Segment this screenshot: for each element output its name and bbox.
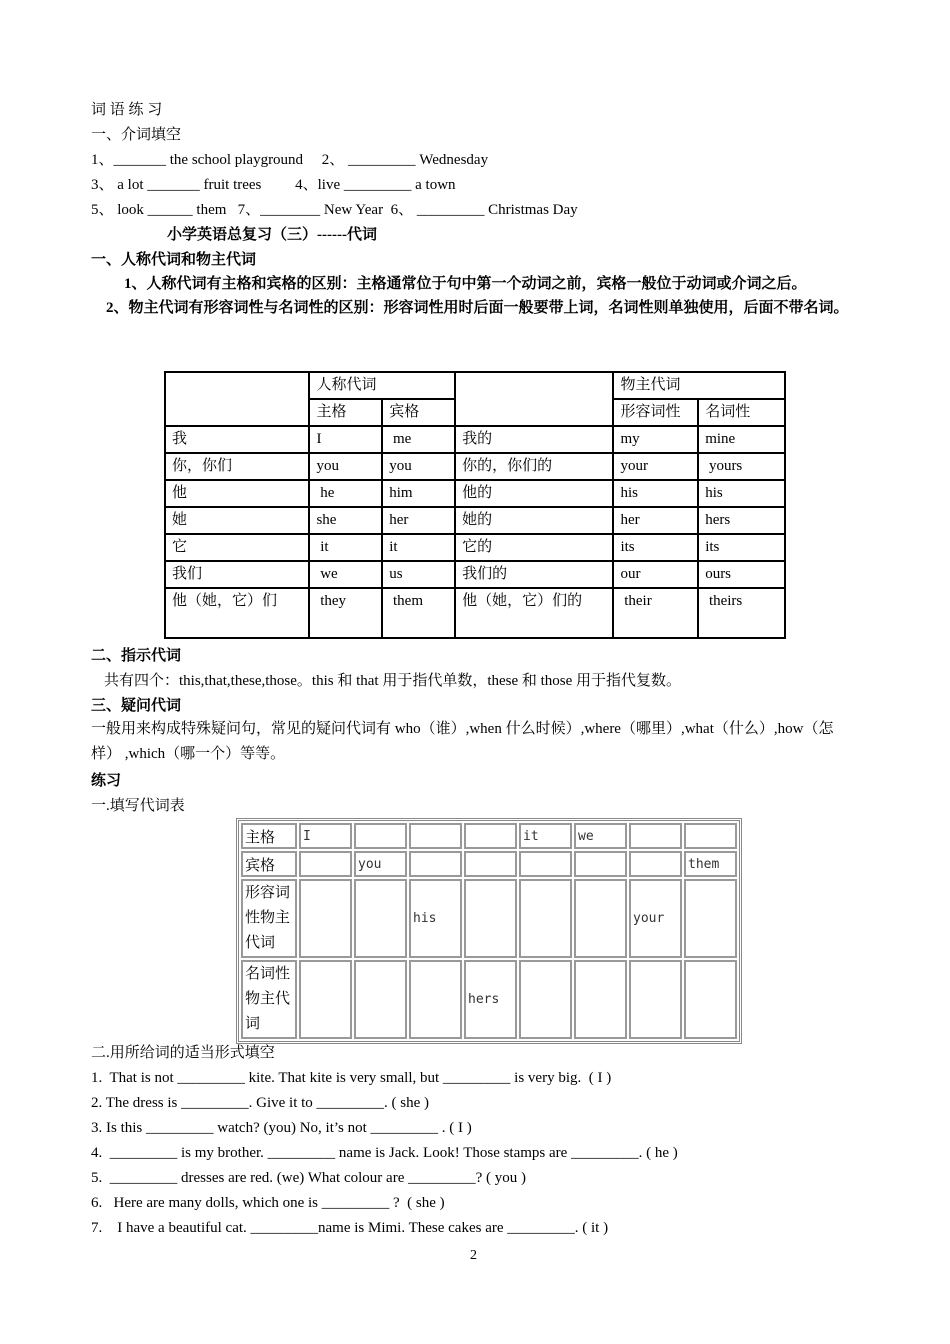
table-cell: 我	[165, 426, 309, 453]
table-cell: we	[309, 561, 382, 588]
fill-pronoun-table	[236, 818, 742, 1044]
fill-cell[interactable]	[684, 879, 737, 958]
table-cell: you	[382, 453, 455, 480]
table-cell: 他的	[455, 480, 613, 507]
table-row	[165, 588, 785, 638]
table-cell: you	[309, 453, 382, 480]
page-number: 2	[470, 1248, 477, 1263]
main-title: 小学英语总复习（三）------代词	[167, 227, 377, 243]
fill-cell[interactable]: we	[574, 823, 627, 849]
fill-cell[interactable]: I	[299, 823, 352, 849]
part3-text: 一般用来构成特殊疑问句，常见的疑问代词有 who（谁）,when 什么时候）,where（哪里）,what（什么）,how（怎样） ,which（哪一个）等等。	[91, 721, 834, 762]
fill-cell[interactable]	[354, 823, 407, 849]
table-row	[165, 507, 785, 534]
table-cell: 她的	[455, 507, 613, 534]
table-cell: them	[382, 588, 455, 638]
table-cell: she	[309, 507, 382, 534]
exercise1-title: 一.填写代词表	[91, 798, 185, 814]
part3-heading: 三、疑问代词	[91, 698, 182, 714]
fill-cell[interactable]	[299, 879, 352, 958]
sentence-item: 2. The dress is _________. Give it to _________. ( she )	[91, 1095, 430, 1111]
table-cell: his	[613, 480, 698, 507]
table-cell: her	[382, 507, 455, 534]
table-header-cell: 物主代词	[613, 372, 785, 399]
section-title: 词 语 练 习	[91, 102, 163, 118]
table-cell: it	[382, 534, 455, 561]
table-header-cell: 人称代词	[309, 372, 455, 399]
table-header-cell	[455, 372, 613, 426]
table-row	[241, 960, 737, 1039]
row-label: 主格	[241, 823, 297, 849]
sentence-item: 7. I have a beautiful cat. _________name is Mimi. These cakes are _________. ( it )	[91, 1220, 609, 1236]
sentence-item: 1. That is not _________ kite. That kite is very small, but _________ is very big. ( I )	[91, 1070, 612, 1086]
fill-cell[interactable]: it	[519, 823, 572, 849]
fill-cell[interactable]: his	[409, 879, 462, 958]
table-cell: your	[613, 453, 698, 480]
exercise-line: 3、 a lot _______ fruit trees 4、live _________ a town	[91, 177, 456, 193]
row-label: 名词性物主代词	[241, 960, 297, 1039]
table-row	[165, 534, 785, 561]
table-cell: hers	[698, 507, 785, 534]
table-row	[165, 426, 785, 453]
table-header-cell: 宾格	[382, 399, 455, 426]
table-cell: its	[698, 534, 785, 561]
row-label: 形容词性物主代词	[241, 879, 297, 958]
fill-cell[interactable]	[519, 960, 572, 1039]
fill-cell[interactable]	[299, 851, 352, 877]
fill-cell[interactable]: hers	[464, 960, 517, 1039]
part2-heading: 二、指示代词	[91, 648, 182, 664]
fill-cell[interactable]	[354, 879, 407, 958]
section-subtitle: 一、介词填空	[91, 127, 182, 143]
fill-cell[interactable]	[299, 960, 352, 1039]
fill-cell[interactable]	[684, 960, 737, 1039]
table-row	[241, 823, 737, 849]
table-cell: he	[309, 480, 382, 507]
table-header-cell	[165, 372, 309, 426]
table-cell: 他	[165, 480, 309, 507]
table-row	[165, 480, 785, 507]
table-cell: us	[382, 561, 455, 588]
table-cell: my	[613, 426, 698, 453]
table-cell: I	[309, 426, 382, 453]
table-cell: 她	[165, 507, 309, 534]
table-cell: its	[613, 534, 698, 561]
fill-cell[interactable]	[684, 823, 737, 849]
table-cell: her	[613, 507, 698, 534]
table-cell: 他（她，它）们的	[455, 588, 613, 638]
table-cell: mine	[698, 426, 785, 453]
practice-heading: 练习	[91, 773, 122, 789]
fill-cell[interactable]	[629, 823, 682, 849]
fill-cell[interactable]	[519, 851, 572, 877]
fill-cell[interactable]	[464, 879, 517, 958]
table-cell: 你的，你们的	[455, 453, 613, 480]
part1-point2: 2、物主代词有形容词性与名词性的区别：形容词性用时后面一般要带上词，名词性则单独使用，后面不带名词。	[106, 300, 849, 316]
fill-cell[interactable]	[629, 960, 682, 1039]
fill-cell[interactable]	[629, 851, 682, 877]
table-cell: ours	[698, 561, 785, 588]
table-cell: they	[309, 588, 382, 638]
fill-cell[interactable]: you	[354, 851, 407, 877]
table-row	[165, 453, 785, 480]
table-cell: their	[613, 588, 698, 638]
sentence-item: 3. Is this _________ watch? (you) No, it’s not _________ . ( I )	[91, 1120, 472, 1136]
fill-cell[interactable]: your	[629, 879, 682, 958]
table-cell: 我们	[165, 561, 309, 588]
table-cell: 我的	[455, 426, 613, 453]
table-cell: yours	[698, 453, 785, 480]
table-cell: our	[613, 561, 698, 588]
pronoun-table	[164, 371, 786, 639]
fill-cell[interactable]	[464, 851, 517, 877]
part2-text: 共有四个：this,that,these,those。this 和 that 用于指代单数，these 和 those 用于指代复数。	[104, 673, 682, 689]
fill-cell[interactable]	[409, 960, 462, 1039]
table-header-cell: 名词性	[698, 399, 785, 426]
table-cell: him	[382, 480, 455, 507]
table-cell: me	[382, 426, 455, 453]
exercise-line: 5、 look ______ them 7、________ New Year 6、 _________ Christmas Day	[91, 202, 578, 218]
fill-cell[interactable]	[574, 851, 627, 877]
table-header-cell: 形容词性	[613, 399, 698, 426]
table-cell: theirs	[698, 588, 785, 638]
table-cell: 我们的	[455, 561, 613, 588]
table-row	[241, 879, 737, 958]
table-row	[241, 851, 737, 877]
table-cell: 它	[165, 534, 309, 561]
fill-cell[interactable]	[354, 960, 407, 1039]
fill-cell[interactable]	[409, 823, 462, 849]
sentence-item: 4. _________ is my brother. _________ name is Jack. Look! Those stamps are _________. ( he )	[91, 1145, 678, 1161]
fill-cell[interactable]	[464, 823, 517, 849]
row-label: 宾格	[241, 851, 297, 877]
exercise2-title: 二.用所给词的适当形式填空	[91, 1045, 275, 1061]
sentence-item: 6. Here are many dolls, which one is _________ ? ( she )	[91, 1195, 445, 1211]
table-cell: his	[698, 480, 785, 507]
part1-point1: 1、人称代词有主格和宾格的区别：主格通常位于句中第一个动词之前，宾格一般位于动词或介词之后。	[124, 276, 807, 292]
table-cell: it	[309, 534, 382, 561]
table-cell: 它的	[455, 534, 613, 561]
table-row	[165, 561, 785, 588]
fill-cell[interactable]	[574, 960, 627, 1039]
table-cell: 你，你们	[165, 453, 309, 480]
table-cell: 他（她，它）们	[165, 588, 309, 638]
exercise-line: 1、_______ the school playground 2、 _________ Wednesday	[91, 152, 489, 168]
sentence-item: 5. _________ dresses are red. (we) What colour are _________? ( you )	[91, 1170, 527, 1186]
part1-heading: 一、人称代词和物主代词	[91, 252, 257, 268]
fill-cell[interactable]	[409, 851, 462, 877]
fill-cell[interactable]	[574, 879, 627, 958]
fill-cell[interactable]	[519, 879, 572, 958]
fill-cell[interactable]: them	[684, 851, 737, 877]
table-header-cell: 主格	[309, 399, 382, 426]
